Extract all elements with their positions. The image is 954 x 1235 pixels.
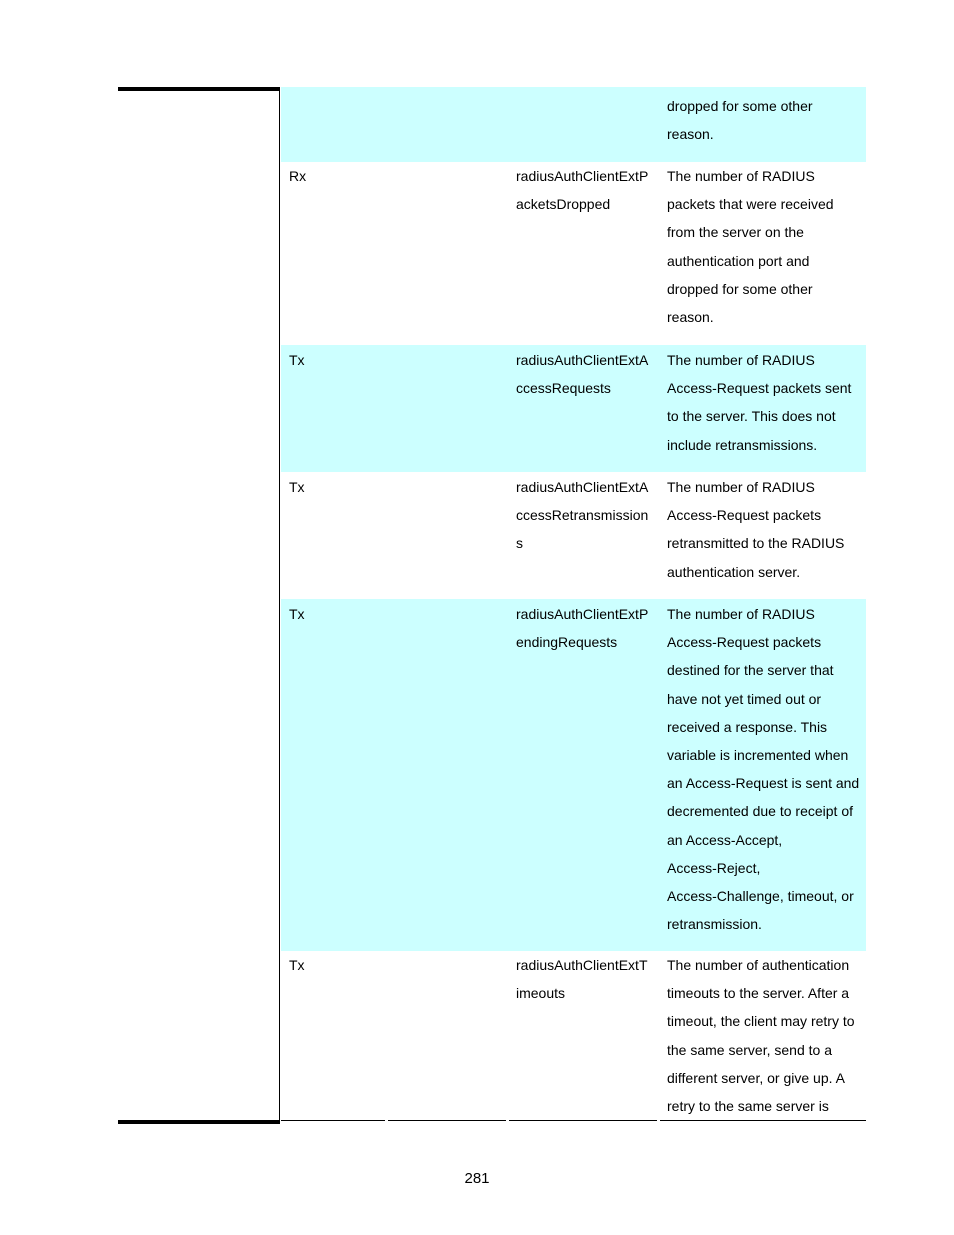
table-bottom-border [281,1120,385,1121]
description-line: The number of RADIUS [667,606,815,622]
column-divider [279,90,280,1121]
description-cell [667,473,863,586]
description-line: Access-Reject, [667,859,761,876]
object-line: radiusAuthClientExtT [516,957,648,973]
description-line: reason. [667,126,714,143]
description-line: The number of RADIUS [667,168,815,184]
description-line: dropped for some other [667,98,813,114]
top-rule [118,87,280,91]
object-cell [516,473,656,558]
table-row [281,599,866,951]
direction-cell: Tx [289,352,305,368]
table-row [281,162,866,345]
description-line: have not yet timed out or [667,690,822,707]
object-line: ccessRequests [516,380,611,397]
description-line: Access-Challenge, timeout, or [667,888,854,905]
description-line: authentication port and [667,252,810,269]
description-line: decremented due to receipt of [667,803,854,820]
description-line: from the server on the [667,224,804,241]
object-line: imeouts [516,985,566,1002]
description-line: The number of RADIUS [667,352,815,368]
object-line: s [516,535,523,552]
object-line: radiusAuthClientExtP [516,168,649,184]
description-line: retransmitted to the RADIUS [667,535,845,552]
description-line: received a response. This [667,718,828,735]
description-line: The number of RADIUS [667,479,815,495]
object-cell [516,951,656,1007]
direction-cell: Tx [289,606,305,622]
description-line: retry to the same server is [667,1098,829,1115]
description-cell [667,162,863,331]
page-number: 281 [464,1170,490,1187]
description-cell [667,92,863,148]
object-line: radiusAuthClientExtP [516,606,649,622]
object-cell [516,162,656,218]
description-line: authentication server. [667,563,801,580]
description-line: Access-Request packets sent [667,380,852,397]
table-bottom-border [509,1120,657,1121]
description-line: The number of authentication [667,957,850,973]
table-row [281,87,866,162]
table-bottom-border [388,1120,506,1121]
direction-cell: Tx [289,957,305,973]
description-cell [667,600,863,938]
object-cell [516,600,656,656]
description-line: timeout, the client may retry to [667,1013,855,1030]
object-line: endingRequests [516,634,618,651]
bottom-rule [118,1120,280,1124]
description-line: include retransmissions. [667,436,818,453]
object-line: ccessRetransmission [516,507,649,524]
description-line: packets that were received [667,196,834,213]
description-line: the same server, send to a [667,1041,832,1058]
object-line: acketsDropped [516,196,611,213]
description-line: an Access-Request is sent and [667,775,860,792]
direction-cell: Rx [289,168,307,184]
table-bottom-border [660,1120,866,1121]
description-line: dropped for some other [667,280,813,297]
direction-cell: Tx [289,479,305,495]
description-line: Access-Request packets [667,634,822,651]
description-line: different server, or give up. A [667,1069,845,1086]
description-line: destined for the server that [667,662,834,679]
table-row [281,345,866,472]
description-cell [667,951,863,1120]
object-cell [516,346,656,402]
description-line: timeouts to the server. After a [667,985,850,1002]
description-line: retransmission. [667,916,762,933]
description-line: reason. [667,309,714,326]
description-cell [667,346,863,459]
object-line: radiusAuthClientExtA [516,479,649,495]
description-line: to the server. This does not [667,408,836,425]
description-line: variable is incremented when [667,747,849,764]
description-line: Access-Request packets [667,507,822,524]
table-row [281,951,866,1120]
object-line: radiusAuthClientExtA [516,352,649,368]
table-row [281,472,866,599]
description-line: an Access-Accept, [667,831,783,848]
